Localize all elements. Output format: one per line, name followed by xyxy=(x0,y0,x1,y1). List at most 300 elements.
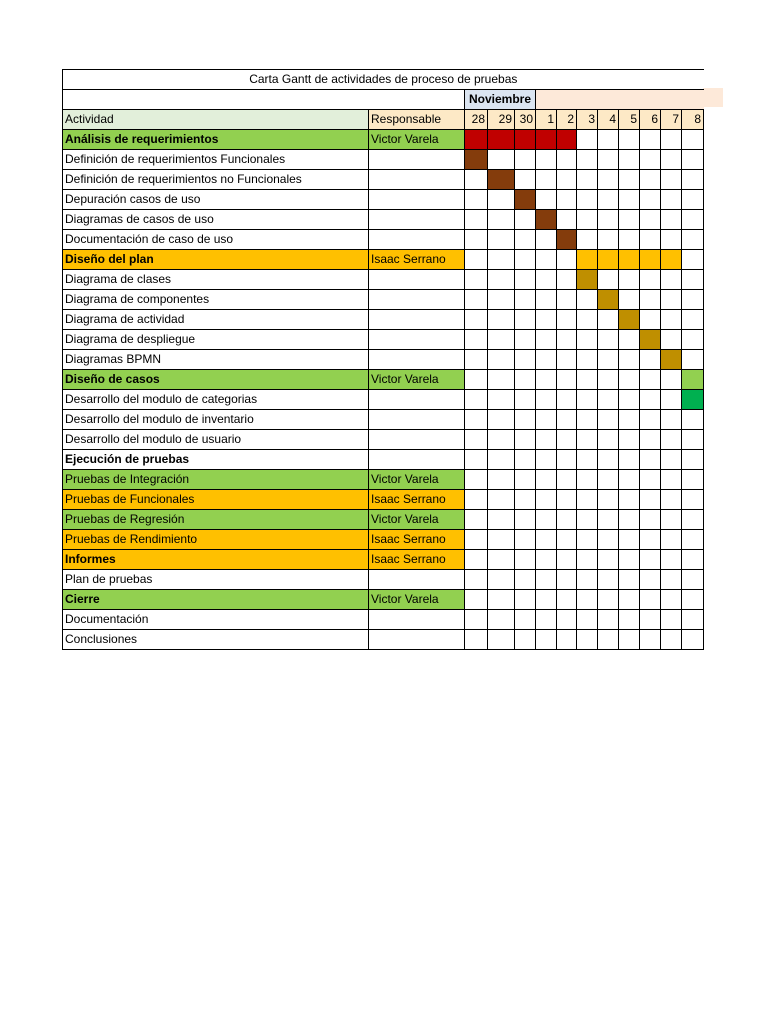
gantt-empty-cell xyxy=(536,490,557,510)
day-header: 4 xyxy=(598,110,619,130)
gantt-empty-cell xyxy=(557,530,577,550)
gantt-empty-cell xyxy=(536,470,557,490)
activity-row xyxy=(63,410,704,430)
gantt-empty-cell xyxy=(536,150,557,170)
month-spacer xyxy=(63,90,465,110)
gantt-empty-cell xyxy=(640,430,661,450)
gantt-empty-cell xyxy=(598,310,619,330)
gantt-empty-cell xyxy=(557,190,577,210)
activity-name: Diseño de casos xyxy=(63,370,369,390)
responsible-name: Isaac Serrano xyxy=(369,490,465,510)
day-header: 7 xyxy=(661,110,682,130)
gantt-empty-cell xyxy=(598,190,619,210)
gantt-empty-cell xyxy=(682,290,704,310)
gantt-empty-cell xyxy=(577,210,598,230)
activity-row xyxy=(63,310,704,330)
gantt-empty-cell xyxy=(598,590,619,610)
gantt-empty-cell xyxy=(619,210,640,230)
gantt-empty-cell xyxy=(536,290,557,310)
gantt-empty-cell xyxy=(598,430,619,450)
activity-name: Documentación xyxy=(63,610,369,630)
gantt-bar-cell xyxy=(598,290,619,310)
gantt-empty-cell xyxy=(465,610,488,630)
gantt-empty-cell xyxy=(557,150,577,170)
gantt-empty-cell xyxy=(661,170,682,190)
gantt-empty-cell xyxy=(577,330,598,350)
gantt-empty-cell xyxy=(515,410,536,430)
activity-row xyxy=(63,550,704,570)
gantt-empty-cell xyxy=(682,410,704,430)
day-header: 5 xyxy=(619,110,640,130)
title-row xyxy=(63,70,704,90)
activity-row xyxy=(63,450,704,470)
gantt-empty-cell xyxy=(682,450,704,470)
gantt-empty-cell xyxy=(619,370,640,390)
month-row xyxy=(63,90,704,110)
gantt-empty-cell xyxy=(661,430,682,450)
gantt-empty-cell xyxy=(465,450,488,470)
activity-name: Diagramas de casos de uso xyxy=(63,210,369,230)
gantt-empty-cell xyxy=(465,290,488,310)
gantt-empty-cell xyxy=(640,190,661,210)
day-header: 3 xyxy=(577,110,598,130)
gantt-empty-cell xyxy=(488,210,515,230)
gantt-empty-cell xyxy=(488,410,515,430)
gantt-empty-cell xyxy=(640,230,661,250)
gantt-empty-cell xyxy=(682,490,704,510)
responsible-name xyxy=(369,410,465,430)
gantt-empty-cell xyxy=(661,450,682,470)
gantt-empty-cell xyxy=(640,270,661,290)
gantt-empty-cell xyxy=(536,510,557,530)
activity-row xyxy=(63,290,704,310)
gantt-empty-cell xyxy=(488,630,515,650)
gantt-empty-cell xyxy=(488,330,515,350)
gantt-empty-cell xyxy=(465,170,488,190)
gantt-bar-cell xyxy=(682,390,704,410)
gantt-empty-cell xyxy=(577,590,598,610)
gantt-empty-cell xyxy=(557,470,577,490)
gantt-empty-cell xyxy=(488,590,515,610)
gantt-empty-cell xyxy=(488,290,515,310)
gantt-empty-cell xyxy=(682,530,704,550)
gantt-empty-cell xyxy=(488,610,515,630)
gantt-empty-cell xyxy=(515,570,536,590)
gantt-bar-cell xyxy=(598,250,619,270)
gantt-empty-cell xyxy=(465,630,488,650)
gantt-empty-cell xyxy=(682,230,704,250)
gantt-empty-cell xyxy=(557,630,577,650)
gantt-empty-cell xyxy=(536,450,557,470)
activity-row xyxy=(63,630,704,650)
gantt-empty-cell xyxy=(557,170,577,190)
gantt-empty-cell xyxy=(619,130,640,150)
gantt-empty-cell xyxy=(577,610,598,630)
responsible-name xyxy=(369,310,465,330)
gantt-empty-cell xyxy=(682,330,704,350)
gantt-empty-cell xyxy=(577,190,598,210)
gantt-empty-cell xyxy=(598,450,619,470)
responsible-name xyxy=(369,230,465,250)
gantt-empty-cell xyxy=(661,330,682,350)
gantt-empty-cell xyxy=(465,270,488,290)
activity-name: Diagramas BPMN xyxy=(63,350,369,370)
gantt-empty-cell xyxy=(488,350,515,370)
responsible-name xyxy=(369,570,465,590)
gantt-empty-cell xyxy=(488,510,515,530)
gantt-empty-cell xyxy=(661,150,682,170)
activity-name: Pruebas de Funcionales xyxy=(63,490,369,510)
gantt-empty-cell xyxy=(515,390,536,410)
responsible-name xyxy=(369,450,465,470)
responsible-name xyxy=(369,630,465,650)
gantt-empty-cell xyxy=(577,370,598,390)
gantt-empty-cell xyxy=(577,350,598,370)
gantt-empty-cell xyxy=(557,590,577,610)
gantt-bar-cell xyxy=(465,150,488,170)
gantt-empty-cell xyxy=(682,610,704,630)
activity-name: Definición de requerimientos no Funcionales xyxy=(63,170,369,190)
gantt-empty-cell xyxy=(682,550,704,570)
activity-row xyxy=(63,230,704,250)
gantt-bar-cell xyxy=(488,130,515,150)
gantt-empty-cell xyxy=(515,610,536,630)
gantt-empty-cell xyxy=(598,150,619,170)
gantt-empty-cell xyxy=(661,190,682,210)
responsible-name xyxy=(369,430,465,450)
gantt-empty-cell xyxy=(557,550,577,570)
gantt-empty-cell xyxy=(598,270,619,290)
gantt-empty-cell xyxy=(577,510,598,530)
responsible-name: Victor Varela xyxy=(369,470,465,490)
gantt-empty-cell xyxy=(515,270,536,290)
gantt-empty-cell xyxy=(488,430,515,450)
gantt-bar-cell xyxy=(577,270,598,290)
gantt-empty-cell xyxy=(488,150,515,170)
gantt-bar-cell xyxy=(536,210,557,230)
gantt-empty-cell xyxy=(682,310,704,330)
activity-name: Pruebas de Regresión xyxy=(63,510,369,530)
gantt-empty-cell xyxy=(536,630,557,650)
gantt-empty-cell xyxy=(465,530,488,550)
gantt-empty-cell xyxy=(682,190,704,210)
responsible-name xyxy=(369,170,465,190)
gantt-empty-cell xyxy=(577,150,598,170)
gantt-empty-cell xyxy=(661,610,682,630)
gantt-bar-cell xyxy=(577,250,598,270)
activity-name: Diseño del plan xyxy=(63,250,369,270)
gantt-empty-cell xyxy=(557,610,577,630)
day-header: 28 xyxy=(465,110,488,130)
gantt-empty-cell xyxy=(515,530,536,550)
activity-row xyxy=(63,170,704,190)
gantt-empty-cell xyxy=(598,570,619,590)
gantt-sheet xyxy=(62,69,703,650)
gantt-empty-cell xyxy=(488,190,515,210)
gantt-empty-cell xyxy=(557,390,577,410)
header-activity: Actividad xyxy=(63,110,369,130)
activity-name: Definición de requerimientos Funcionales xyxy=(63,150,369,170)
gantt-empty-cell xyxy=(640,310,661,330)
gantt-empty-cell xyxy=(598,510,619,530)
gantt-empty-cell xyxy=(619,290,640,310)
gantt-empty-cell xyxy=(619,410,640,430)
activity-name: Análisis de requerimientos xyxy=(63,130,369,150)
gantt-empty-cell xyxy=(619,570,640,590)
gantt-empty-cell xyxy=(661,590,682,610)
gantt-empty-cell xyxy=(619,330,640,350)
gantt-empty-cell xyxy=(619,390,640,410)
gantt-empty-cell xyxy=(598,170,619,190)
gantt-empty-cell xyxy=(536,530,557,550)
activity-row xyxy=(63,610,704,630)
activity-row xyxy=(63,370,704,390)
activity-row xyxy=(63,150,704,170)
gantt-bar-cell xyxy=(661,250,682,270)
gantt-empty-cell xyxy=(465,350,488,370)
gantt-empty-cell xyxy=(465,210,488,230)
gantt-bar-cell xyxy=(619,250,640,270)
gantt-empty-cell xyxy=(557,310,577,330)
responsible-name xyxy=(369,390,465,410)
gantt-empty-cell xyxy=(577,550,598,570)
activity-name: Desarrollo del modulo de usuario xyxy=(63,430,369,450)
gantt-empty-cell xyxy=(515,370,536,390)
activity-name: Plan de pruebas xyxy=(63,570,369,590)
gantt-empty-cell xyxy=(515,470,536,490)
activity-name: Diagrama de clases xyxy=(63,270,369,290)
activity-name: Ejecución de pruebas xyxy=(63,450,369,470)
gantt-empty-cell xyxy=(557,370,577,390)
activity-row xyxy=(63,490,704,510)
gantt-empty-cell xyxy=(465,230,488,250)
gantt-empty-cell xyxy=(598,230,619,250)
gantt-empty-cell xyxy=(488,530,515,550)
gantt-empty-cell xyxy=(465,470,488,490)
gantt-empty-cell xyxy=(465,490,488,510)
day-header: 6 xyxy=(640,110,661,130)
gantt-empty-cell xyxy=(577,410,598,430)
activity-name: Diagrama de componentes xyxy=(63,290,369,310)
gantt-empty-cell xyxy=(598,370,619,390)
gantt-empty-cell xyxy=(515,450,536,470)
header-fill-extension xyxy=(703,88,723,107)
gantt-empty-cell xyxy=(661,130,682,150)
gantt-empty-cell xyxy=(536,330,557,350)
gantt-empty-cell xyxy=(682,270,704,290)
header-responsible: Responsable xyxy=(369,110,465,130)
gantt-empty-cell xyxy=(619,270,640,290)
gantt-empty-cell xyxy=(598,350,619,370)
activity-row xyxy=(63,270,704,290)
gantt-empty-cell xyxy=(577,230,598,250)
gantt-empty-cell xyxy=(515,310,536,330)
activity-name: Informes xyxy=(63,550,369,570)
gantt-empty-cell xyxy=(465,370,488,390)
gantt-empty-cell xyxy=(577,290,598,310)
gantt-empty-cell xyxy=(465,510,488,530)
activity-row xyxy=(63,570,704,590)
gantt-empty-cell xyxy=(515,330,536,350)
activity-row xyxy=(63,350,704,370)
responsible-name xyxy=(369,290,465,310)
activity-row xyxy=(63,470,704,490)
activity-name: Pruebas de Rendimiento xyxy=(63,530,369,550)
gantt-empty-cell xyxy=(640,370,661,390)
gantt-empty-cell xyxy=(640,470,661,490)
activity-name: Diagrama de actividad xyxy=(63,310,369,330)
gantt-bar-cell xyxy=(640,250,661,270)
gantt-bar-cell xyxy=(557,230,577,250)
gantt-empty-cell xyxy=(536,230,557,250)
day-header: 30 xyxy=(515,110,536,130)
gantt-empty-cell xyxy=(515,510,536,530)
gantt-empty-cell xyxy=(619,590,640,610)
gantt-empty-cell xyxy=(557,570,577,590)
responsible-name xyxy=(369,610,465,630)
gantt-empty-cell xyxy=(619,150,640,170)
month-label: Noviembre xyxy=(465,90,536,110)
gantt-empty-cell xyxy=(465,570,488,590)
gantt-empty-cell xyxy=(661,510,682,530)
activity-name: Conclusiones xyxy=(63,630,369,650)
gantt-empty-cell xyxy=(557,410,577,430)
gantt-empty-cell xyxy=(640,150,661,170)
gantt-empty-cell xyxy=(640,290,661,310)
activity-row xyxy=(63,210,704,230)
gantt-empty-cell xyxy=(577,450,598,470)
gantt-bar-cell xyxy=(619,310,640,330)
gantt-empty-cell xyxy=(465,310,488,330)
responsible-name: Victor Varela xyxy=(369,370,465,390)
gantt-empty-cell xyxy=(682,130,704,150)
gantt-empty-cell xyxy=(577,570,598,590)
responsible-name xyxy=(369,210,465,230)
activity-row xyxy=(63,250,704,270)
gantt-empty-cell xyxy=(557,270,577,290)
gantt-empty-cell xyxy=(619,450,640,470)
gantt-empty-cell xyxy=(515,350,536,370)
gantt-bar-cell xyxy=(488,170,515,190)
gantt-empty-cell xyxy=(557,210,577,230)
gantt-empty-cell xyxy=(536,270,557,290)
gantt-empty-cell xyxy=(598,210,619,230)
gantt-empty-cell xyxy=(465,550,488,570)
header-row xyxy=(63,110,704,130)
gantt-empty-cell xyxy=(577,390,598,410)
gantt-empty-cell xyxy=(661,570,682,590)
activity-row xyxy=(63,530,704,550)
gantt-empty-cell xyxy=(640,210,661,230)
gantt-empty-cell xyxy=(488,390,515,410)
activity-name: Diagrama de despliegue xyxy=(63,330,369,350)
gantt-empty-cell xyxy=(619,470,640,490)
gantt-empty-cell xyxy=(536,550,557,570)
gantt-empty-cell xyxy=(682,430,704,450)
gantt-empty-cell xyxy=(682,570,704,590)
gantt-empty-cell xyxy=(619,350,640,370)
gantt-empty-cell xyxy=(488,470,515,490)
gantt-empty-cell xyxy=(557,330,577,350)
gantt-empty-cell xyxy=(557,510,577,530)
gantt-bar-cell xyxy=(515,130,536,150)
gantt-bar-cell xyxy=(661,350,682,370)
gantt-empty-cell xyxy=(598,610,619,630)
gantt-empty-cell xyxy=(640,570,661,590)
gantt-empty-cell xyxy=(682,170,704,190)
gantt-empty-cell xyxy=(515,490,536,510)
responsible-name xyxy=(369,330,465,350)
gantt-empty-cell xyxy=(515,430,536,450)
gantt-empty-cell xyxy=(640,450,661,470)
gantt-empty-cell xyxy=(619,550,640,570)
gantt-empty-cell xyxy=(488,370,515,390)
gantt-empty-cell xyxy=(598,630,619,650)
gantt-empty-cell xyxy=(465,430,488,450)
gantt-empty-cell xyxy=(515,210,536,230)
gantt-bar-cell xyxy=(465,130,488,150)
gantt-empty-cell xyxy=(536,430,557,450)
gantt-empty-cell xyxy=(640,390,661,410)
gantt-empty-cell xyxy=(661,470,682,490)
gantt-empty-cell xyxy=(619,230,640,250)
gantt-empty-cell xyxy=(577,430,598,450)
gantt-empty-cell xyxy=(619,510,640,530)
gantt-empty-cell xyxy=(577,630,598,650)
chart-title: Carta Gantt de actividades de proceso de pruebas xyxy=(63,70,704,90)
responsible-name: Isaac Serrano xyxy=(369,550,465,570)
gantt-empty-cell xyxy=(598,330,619,350)
gantt-empty-cell xyxy=(598,390,619,410)
day-header: 1 xyxy=(536,110,557,130)
gantt-empty-cell xyxy=(577,130,598,150)
activity-row xyxy=(63,430,704,450)
gantt-empty-cell xyxy=(515,290,536,310)
gantt-empty-cell xyxy=(598,490,619,510)
gantt-bar-cell xyxy=(536,130,557,150)
gantt-empty-cell xyxy=(619,630,640,650)
gantt-empty-cell xyxy=(682,250,704,270)
activity-row xyxy=(63,330,704,350)
gantt-empty-cell xyxy=(515,590,536,610)
gantt-empty-cell xyxy=(661,630,682,650)
gantt-empty-cell xyxy=(577,170,598,190)
gantt-empty-cell xyxy=(557,350,577,370)
responsible-name: Isaac Serrano xyxy=(369,530,465,550)
gantt-empty-cell xyxy=(661,550,682,570)
gantt-empty-cell xyxy=(619,190,640,210)
gantt-empty-cell xyxy=(640,130,661,150)
gantt-empty-cell xyxy=(465,330,488,350)
gantt-empty-cell xyxy=(536,370,557,390)
day-header: 29 xyxy=(488,110,515,130)
gantt-empty-cell xyxy=(682,210,704,230)
gantt-empty-cell xyxy=(640,610,661,630)
responsible-name: Victor Varela xyxy=(369,510,465,530)
gantt-table xyxy=(62,69,704,650)
gantt-empty-cell xyxy=(488,570,515,590)
gantt-empty-cell xyxy=(536,410,557,430)
gantt-empty-cell xyxy=(661,230,682,250)
gantt-empty-cell xyxy=(682,470,704,490)
gantt-empty-cell xyxy=(488,490,515,510)
gantt-empty-cell xyxy=(682,590,704,610)
gantt-empty-cell xyxy=(488,270,515,290)
gantt-empty-cell xyxy=(682,510,704,530)
gantt-empty-cell xyxy=(557,290,577,310)
gantt-empty-cell xyxy=(536,350,557,370)
gantt-empty-cell xyxy=(598,130,619,150)
